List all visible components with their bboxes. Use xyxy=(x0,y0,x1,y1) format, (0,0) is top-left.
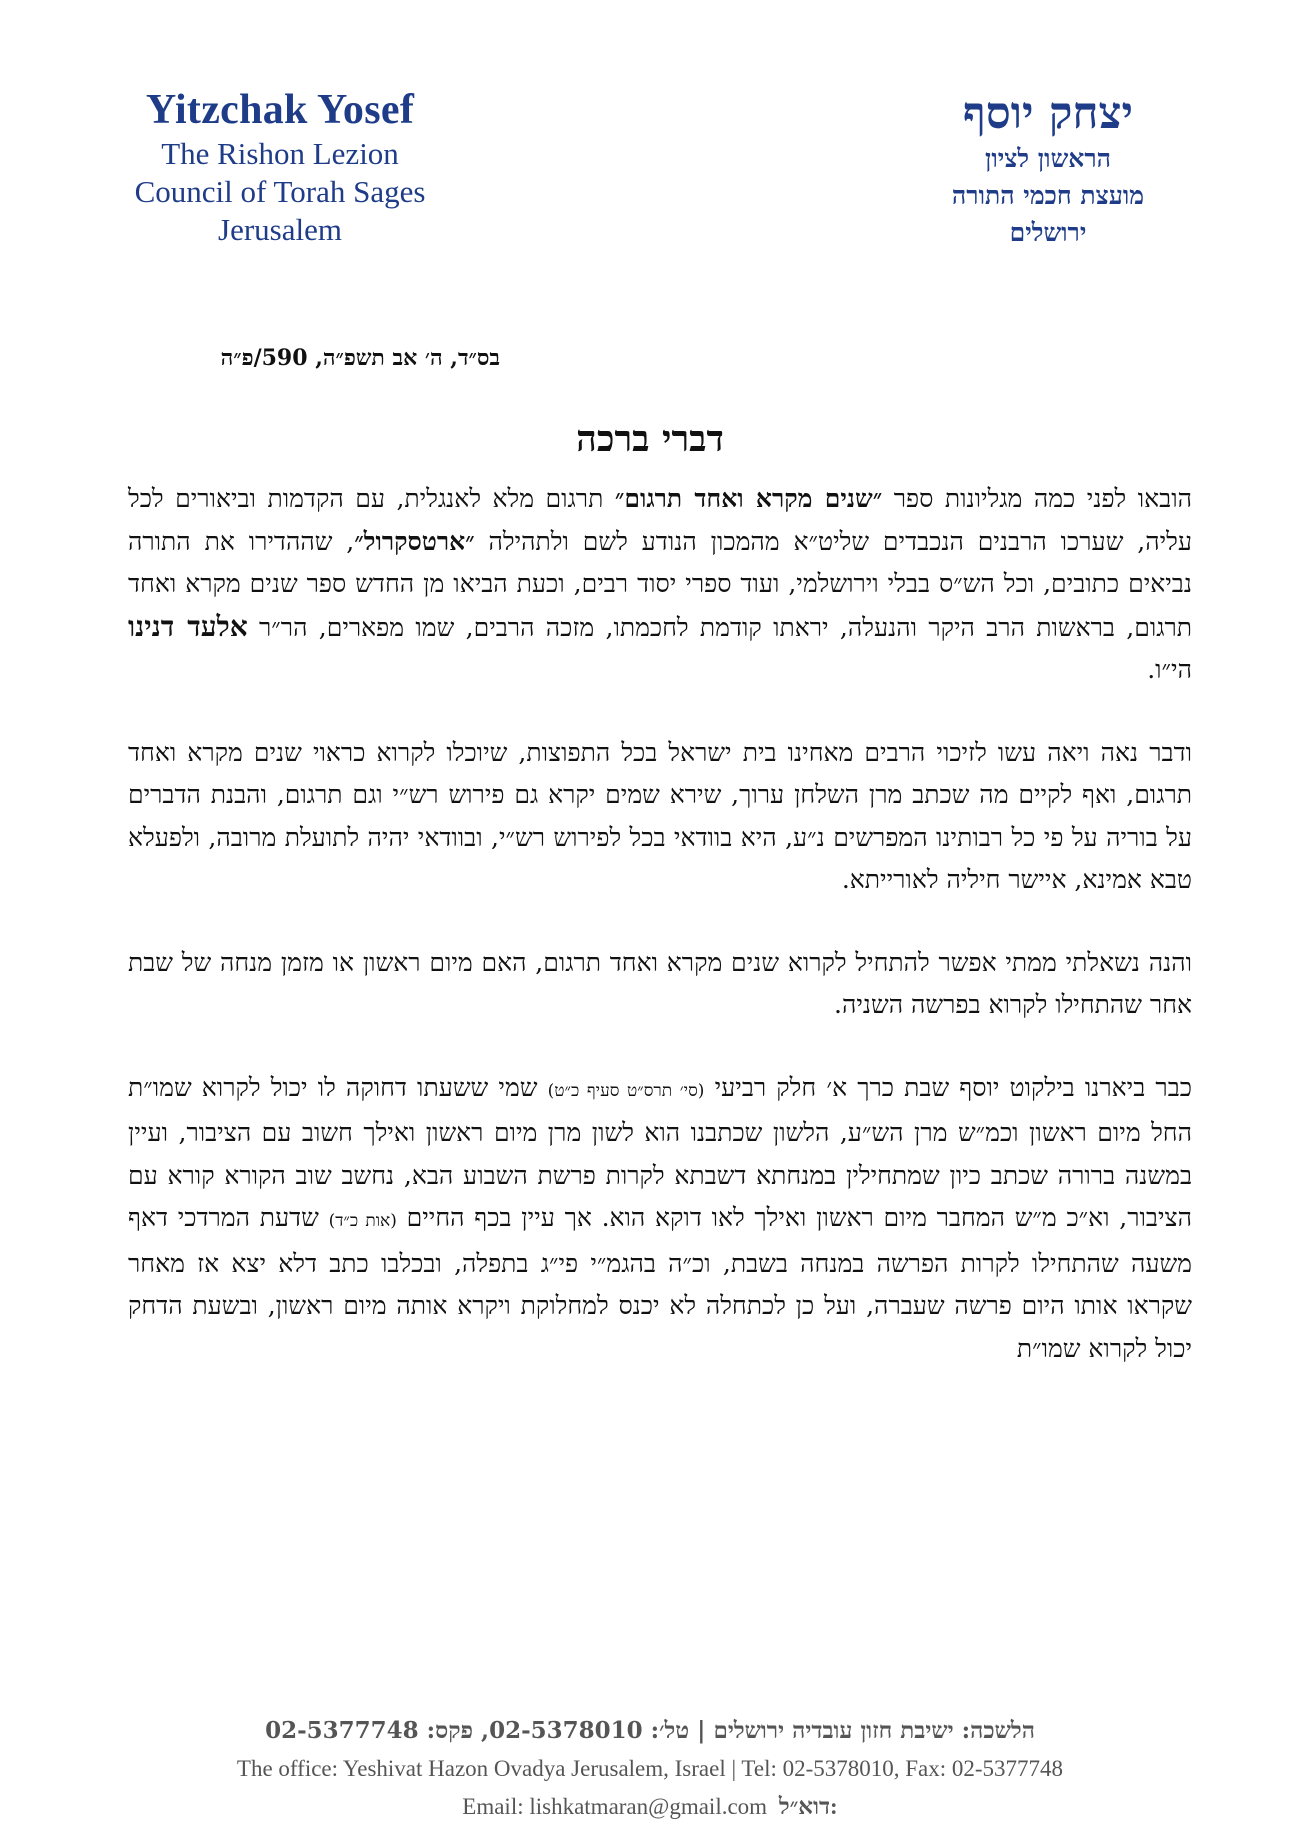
p1-text-2: תרגום מלא לאנגלית, עם הקדמות וביאורים לכל עליה, שערכו הרבנים הנכבדים שליט״א מהמכון הנודע לשם ולתהילה xyxy=(128,484,1192,556)
publisher-name: ״ארטסקרול״ xyxy=(354,526,475,556)
letterhead-en-name: Yitzchak Yosef xyxy=(145,87,415,133)
document-title: דברי ברכה xyxy=(576,418,724,460)
book-title: ״שנים מקרא ואחד תרגום״ xyxy=(614,484,883,513)
date-reference: בס״ד, ה׳ אב תשפ״ה, 590/פ״ה xyxy=(220,345,500,371)
p1-text-4: הי״ו. xyxy=(1147,655,1192,684)
letterhead-he-title: הראשון לציון xyxy=(984,144,1111,173)
author-name: אלעד דנינו xyxy=(128,609,248,643)
footer-hebrew-contact: הלשכה: ישיבת חזון עובדיה ירושלים | טל׳: 02-5378010, פקס: 02-5377748 xyxy=(265,1717,1035,1744)
footer-email xyxy=(0,1788,1300,1826)
paragraph-4 xyxy=(128,1067,1192,1371)
p1-text-3: , שההדירו את התורה נביאים כתובים, וכל הש״ס בבלי וירושלמי, ועוד ספרי יסוד רבים, וכעת הביאו מן החדש ספר שנים מקרא ואחד תרגום, בראשות הרב היקר והנעלה, יראתו קודמת לחכמתו, מזכה הרבים, שמו מפארים, הר״ר xyxy=(128,526,1192,642)
footer-english-contact: The office: Yeshivat Hazon Ovadya Jerusalem, Israel | Tel: 02-5378010, Fax: 02-5377748 xyxy=(236,1756,1064,1781)
paragraph-1 xyxy=(128,478,1192,692)
letterhead-he-city: ירושלים xyxy=(1009,218,1087,247)
p4-citation-1: (סי׳ תרס״ט סעיף כ״ט) xyxy=(547,1080,705,1101)
letterhead-en-council: Council of Torah Sages xyxy=(134,174,426,209)
p4-text-1: כבר ביארנו בילקוט יוסף שבת כרך א׳ חלק רביעי xyxy=(704,1072,1192,1102)
footer-email-label: דוא״ל: xyxy=(778,1794,838,1819)
p4-citation-2: (אות כ״ד) xyxy=(328,1211,397,1231)
letterhead-he-name: יצחק יוסף xyxy=(962,88,1134,139)
letterhead-english xyxy=(120,85,440,249)
letterhead-hebrew xyxy=(898,88,1198,251)
p4-text-3: שדעת המרדכי דאף משעה שהתחילו לקרות הפרשה במנחה בשבת, וכ״ה בהגמ״י פי״ג בתפלה, ובכלבו כתב דלא יצא אז מאחר שקראו אותו היום פרשה שעברה, ועל כן לכתחלה לא יכנס למחלוקת ויקרא אותה מיום ראשון, ובשעת הדחק יכול לקרוא שמו״ת xyxy=(128,1203,1192,1363)
p4-text-2: שמי ששעתו דחוקה לו יכול לקרוא שמו״ת החל מיום ראשון וכמ״ש מרן הש״ע, הלשון שכתבנו הוא לשון מרן מיום ראשון ואילך חשוב עם הציבור, ועיין במשנה ברורה שכתב כיון שמתחילין במנחתא דשבתא לקרות פרשת השבוע הבא, נחשב שוב הקורא קורא עם הציבור, וא״כ מ״ש המחבר מיום ראשון ואילך לאו דוקא הוא. אך עיין בכף החיים xyxy=(128,1072,1193,1232)
paragraph-2: ודבר נאה ויאה עשו לזיכוי הרבים מאחינו בית ישראל בכל התפוצות, שיוכלו לקרוא כראוי שנים מקרא ואחד תרגום, ואף לקיים מה שכתב מרן השלחן ערוך, שירא שמים יקרא גם פירוש רש״י וגם תרגום, והבנת הדברים על בוריה על פי כל רבותינו המפרשים נ״ע, היא בוודאי בכל לפירוש רש״י, ובוודאי יהיה לתועלת מרובה, ולפעלא טבא אמינא, איישר חיליה לאורייתא. xyxy=(128,737,1192,894)
paragraph-3: והנה נשאלתי ממתי אפשר להתחיל לקרוא שנים מקרא ואחד תרגום, האם מיום ראשון או מזמן מנחה של שבת אחר שהתחילו לקרוא בפרשה השניה. xyxy=(128,947,1192,1019)
p1-text-1: הובאו לפני כמה מגליונות ספר xyxy=(882,484,1192,513)
letterhead-he-council: מועצת חכמי התורה xyxy=(951,181,1145,210)
letterhead-en-city: Jerusalem xyxy=(218,212,342,247)
letter-footer xyxy=(0,1712,1300,1826)
letter-body xyxy=(128,478,1192,1410)
footer-email-value: Email: lishkatmaran@gmail.com xyxy=(462,1794,768,1819)
letterhead-en-title: The Rishon Lezion xyxy=(161,136,399,171)
